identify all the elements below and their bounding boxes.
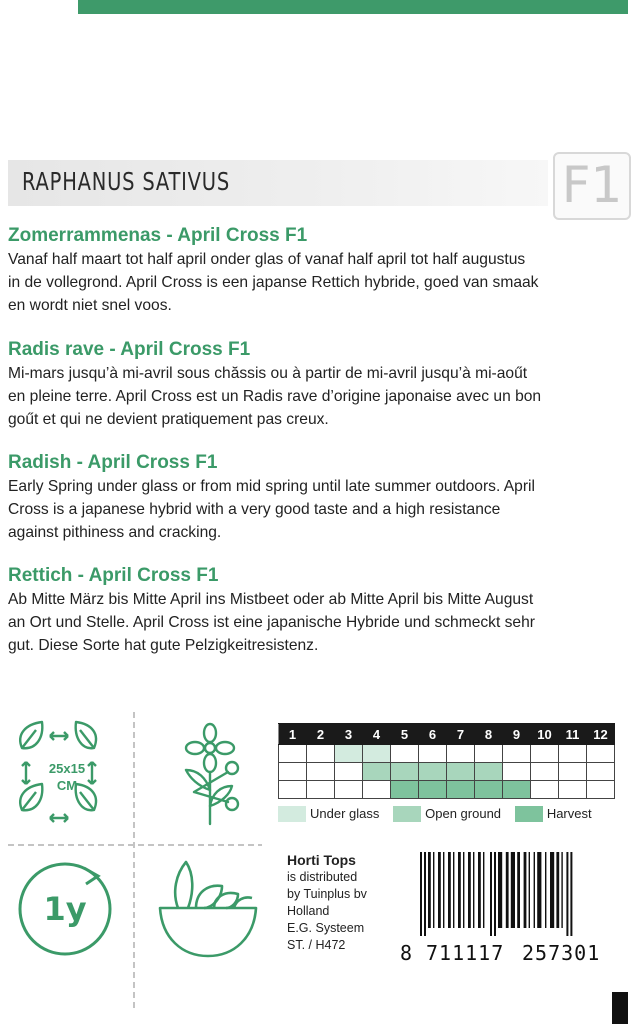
calendar-cell: [419, 763, 447, 781]
barcode-bar: [458, 852, 461, 928]
barcode-digits: [398, 941, 630, 963]
month-cell: 9: [503, 724, 531, 745]
section-line: Early Spring under glass or from mid spring until late summer outdoors. April: [8, 478, 535, 495]
barcode-bar: [443, 852, 444, 928]
section-line: gut. Diese Sorte hat gute Pelzigkeitresistenz.: [8, 637, 319, 654]
barcode-bar: [545, 852, 546, 928]
barcode-group-2: 257301: [522, 941, 601, 965]
barcode-bar: [463, 852, 464, 928]
section-line: Ab Mitte März bis Mitte April ins Mistbeet oder ab Mitte April bis Mitte August: [8, 591, 534, 608]
plant-sowing-icon: [170, 720, 250, 832]
barcode-bar: [453, 852, 454, 928]
calendar-cell: [559, 745, 587, 763]
distributor-line: E.G. Systeem: [287, 921, 365, 935]
barcode-bar: [570, 852, 572, 936]
calendar-cell: [559, 763, 587, 781]
barcode-bar: [566, 852, 568, 936]
month-cell: 12: [587, 724, 615, 745]
section-title: Zomerrammenas - April Cross F1: [8, 225, 308, 246]
barcode-bar: [517, 852, 520, 928]
calendar-cell: [335, 745, 363, 763]
barcode-bar: [490, 852, 492, 936]
spacing-size: 25x15: [48, 761, 86, 776]
calendar-cell: [587, 763, 615, 781]
spacing-unit: CM: [56, 778, 78, 793]
section-dutch: [8, 224, 630, 317]
barcode-bar: [448, 852, 451, 928]
legend-swatch: [393, 806, 421, 822]
distributor-line: by Tuinplus bv: [287, 887, 367, 901]
salad-bowl-icon: [152, 852, 264, 964]
section-german: [8, 564, 630, 657]
barcode-bar: [438, 852, 441, 928]
section-english: [8, 451, 630, 544]
month-cell: 1: [279, 724, 307, 745]
spacing-label: [44, 760, 90, 794]
calendar-cell: [475, 745, 503, 763]
section-title: Radis rave - April Cross F1: [8, 339, 251, 360]
distributor-line: Holland: [287, 904, 330, 918]
month-cell: 11: [559, 724, 587, 745]
bottom-edge-mark: [612, 992, 628, 1024]
month-cell: 5: [391, 724, 419, 745]
calendar-cell: [503, 745, 531, 763]
legend-harvest: Harvest: [515, 806, 592, 821]
barcode-bar: [428, 852, 431, 928]
month-cell: 10: [531, 724, 559, 745]
month-cell: 7: [447, 724, 475, 745]
calendar-row-harvest: [279, 781, 615, 799]
top-color-bar: [78, 0, 628, 14]
distributor-line: is distributed: [287, 870, 358, 884]
barcode: [398, 852, 630, 965]
calendar-row-open-ground: [279, 763, 615, 781]
calendar-cell: [503, 781, 531, 799]
brand-name: Horti Tops: [287, 852, 356, 868]
calendar-cell: [475, 763, 503, 781]
section-line: Mi-mars jusqu’à mi-avril sous chăssis ou à partir de mi-avril jusqu’à mi-aoűt: [8, 365, 528, 382]
barcode-bar: [483, 852, 484, 928]
barcode-bar: [524, 852, 527, 928]
section-line: en wordt niet snel voos.: [8, 297, 172, 314]
section-line: against pithiness and cracking.: [8, 524, 222, 541]
distributor-line: ST. / H472: [287, 938, 346, 952]
calendar-cell: [391, 781, 419, 799]
section-line: in de vollegrond. April Cross is een japanse Rettich hybride, goed van smaak: [8, 274, 539, 291]
calendar-cell: [307, 763, 335, 781]
month-cell: 2: [307, 724, 335, 745]
calendar-cell: [587, 781, 615, 799]
barcode-bar: [561, 852, 562, 928]
barcode-bar: [511, 852, 515, 928]
section-line: an Ort und Stelle. April Cross ist eine japanische Hybride und schmeckt sehr: [8, 614, 535, 631]
calendar-cell: [475, 781, 503, 799]
legend-under-glass: Under glass: [278, 806, 379, 821]
calendar-cell: [279, 781, 307, 799]
calendar-cell: [531, 745, 559, 763]
calendar-cell: [391, 763, 419, 781]
section-line: Cross is a japanese hybrid with a very good taste and a high resistance: [8, 501, 501, 518]
barcode-bar: [424, 852, 426, 936]
calendar-table: [278, 723, 615, 799]
barcode-bar: [556, 852, 559, 928]
barcode-bar: [494, 852, 496, 936]
calendar-cell: [335, 781, 363, 799]
barcode-bar: [529, 852, 530, 928]
lifecycle-label: 1y: [43, 890, 87, 928]
calendar-cell: [447, 745, 475, 763]
calendar-cell: [419, 745, 447, 763]
distributor-info: [287, 852, 367, 954]
barcode-bars: [398, 852, 630, 936]
month-cell: 8: [475, 724, 503, 745]
calendar-cell: [531, 781, 559, 799]
section-french: [8, 338, 630, 431]
calendar-cell: [559, 781, 587, 799]
section-title: Rettich - April Cross F1: [8, 565, 219, 586]
section-line: Vanaf half maart tot half april onder glas of vanaf half april tot half augustus: [8, 251, 526, 268]
calendar-cell: [587, 745, 615, 763]
legend-open-ground: Open ground: [393, 806, 501, 821]
barcode-bar: [506, 852, 509, 928]
calendar-cell: [503, 763, 531, 781]
barcode-bar: [468, 852, 471, 928]
barcode-bar: [550, 852, 554, 928]
calendar-cell: [335, 763, 363, 781]
barcode-bar: [537, 852, 541, 928]
calendar-cell: [531, 763, 559, 781]
barcode-bar: [473, 852, 474, 928]
calendar-cell: [447, 763, 475, 781]
barcode-group-1: 711117: [426, 941, 505, 965]
calendar-cell: [447, 781, 475, 799]
calendar-cell: [363, 745, 391, 763]
calendar-row-under-glass: [279, 745, 615, 763]
calendar-cell: [391, 745, 419, 763]
legend-swatch: [515, 806, 543, 822]
calendar-legend: [278, 806, 594, 822]
f1-badge: F1: [553, 152, 631, 220]
sowing-calendar: [278, 723, 615, 799]
calendar-cell: [419, 781, 447, 799]
calendar-header-row: [279, 724, 615, 745]
month-cell: 3: [335, 724, 363, 745]
section-line: en pleine terre. April Cross est un Radis rave d’origine japonaise avec un bon: [8, 388, 542, 405]
section-title: Radish - April Cross F1: [8, 452, 218, 473]
species-name: RAPHANUS SATIVUS: [22, 167, 231, 196]
legend-swatch: [278, 806, 306, 822]
calendar-cell: [363, 781, 391, 799]
calendar-cell: [363, 763, 391, 781]
calendar-cell: [279, 745, 307, 763]
barcode-bar: [433, 852, 434, 928]
calendar-cell: [307, 745, 335, 763]
month-cell: 6: [419, 724, 447, 745]
barcode-bar: [498, 852, 502, 928]
barcode-bar: [478, 852, 481, 928]
barcode-bar: [534, 852, 535, 928]
month-cell: 4: [363, 724, 391, 745]
barcode-first-digit: 8: [400, 941, 413, 965]
section-line: goűt et qui ne devient pratiquement pas creux.: [8, 411, 329, 428]
barcode-bar: [420, 852, 422, 936]
calendar-cell: [279, 763, 307, 781]
calendar-cell: [307, 781, 335, 799]
